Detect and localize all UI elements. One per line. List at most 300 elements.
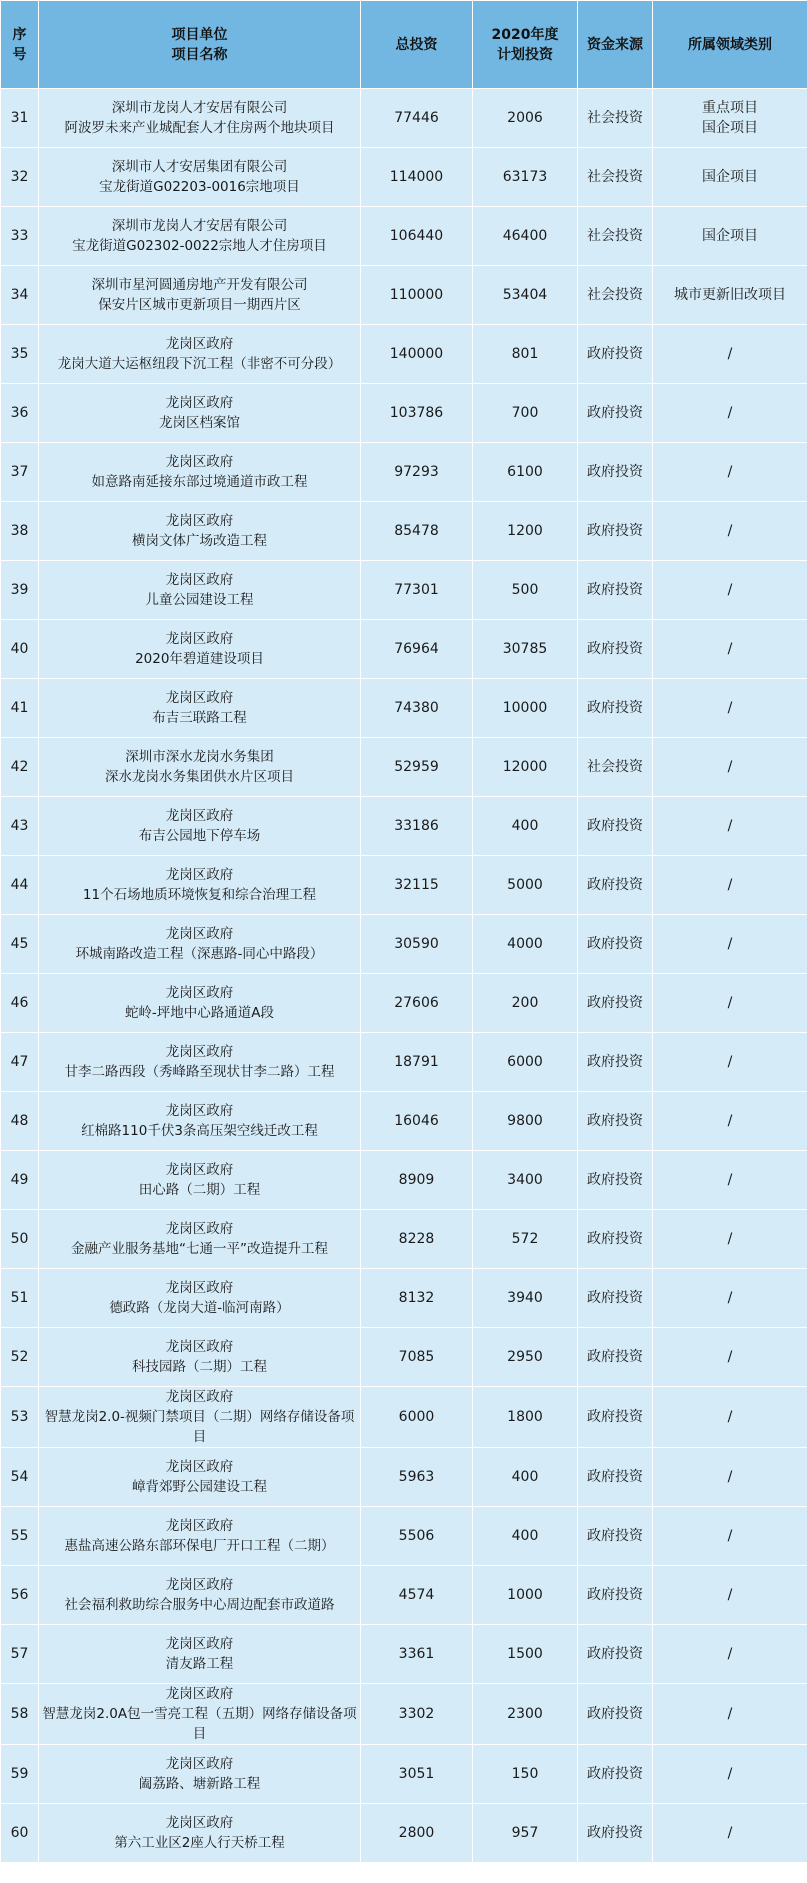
cell-project [39, 1269, 361, 1328]
cell-funding-source: 政府投资 [578, 1745, 653, 1804]
table-row [1, 738, 807, 797]
table-row [1, 1448, 807, 1507]
category-line1: / [727, 405, 733, 421]
cell-category [653, 620, 807, 679]
cell-category [653, 856, 807, 915]
cell-seq: 57 [1, 1625, 39, 1684]
cell-total-investment: 33186 [361, 797, 473, 856]
cell-project [39, 1804, 361, 1863]
cell-project [39, 1033, 361, 1092]
cell-total-investment: 77301 [361, 561, 473, 620]
project-name: 横岗文体广场改造工程 [132, 533, 267, 549]
cell-plan-investment: 6100 [473, 443, 578, 502]
table-row [1, 1092, 807, 1151]
cell-project [39, 797, 361, 856]
project-name: 金融产业服务基地“七通一平”改造提升工程 [71, 1241, 328, 1257]
category-line1: / [727, 1646, 733, 1662]
cell-funding-source: 政府投资 [578, 1033, 653, 1092]
cell-plan-investment: 1800 [473, 1387, 578, 1448]
cell-seq: 51 [1, 1269, 39, 1328]
cell-plan-investment: 957 [473, 1804, 578, 1863]
cell-seq: 46 [1, 974, 39, 1033]
cell-category [653, 148, 807, 207]
project-name: 第六工业区2座人行天桥工程 [114, 1835, 285, 1851]
project-name: 布吉三联路工程 [152, 710, 247, 726]
cell-category [653, 207, 807, 266]
cell-total-investment: 74380 [361, 679, 473, 738]
project-unit: 深圳市龙岗人才安居有限公司 [111, 100, 288, 116]
cell-total-investment: 27606 [361, 974, 473, 1033]
project-name: 宝龙街道G02203-0016宗地项目 [99, 179, 300, 195]
category-line1: / [727, 1766, 733, 1782]
cell-seq: 58 [1, 1684, 39, 1745]
cell-seq: 56 [1, 1566, 39, 1625]
cell-category [653, 738, 807, 797]
cell-category [653, 1387, 807, 1448]
project-name: 德政路（龙岗大道-临河南路） [109, 1300, 290, 1316]
cell-project [39, 1684, 361, 1745]
table-row [1, 325, 807, 384]
cell-funding-source: 政府投资 [578, 679, 653, 738]
cell-project [39, 1448, 361, 1507]
cell-total-investment: 52959 [361, 738, 473, 797]
cell-total-investment: 106440 [361, 207, 473, 266]
cell-category [653, 1804, 807, 1863]
cell-plan-investment: 9800 [473, 1092, 578, 1151]
cell-category [653, 1745, 807, 1804]
table-row [1, 1566, 807, 1625]
category-line1: / [727, 995, 733, 1011]
cell-plan-investment: 30785 [473, 620, 578, 679]
cell-project [39, 1566, 361, 1625]
cell-plan-investment: 1200 [473, 502, 578, 561]
project-unit: 龙岗区政府 [165, 336, 234, 352]
project-unit: 龙岗区政府 [165, 1815, 234, 1831]
project-name: 龙岗大道大运枢纽段下沉工程（非密不可分段） [57, 356, 342, 372]
cell-seq: 40 [1, 620, 39, 679]
cell-funding-source: 政府投资 [578, 325, 653, 384]
cell-funding-source: 政府投资 [578, 856, 653, 915]
cell-category [653, 89, 807, 148]
category-line1: / [727, 1113, 733, 1129]
cell-category [653, 1328, 807, 1387]
project-unit: 龙岗区政府 [165, 1756, 234, 1772]
project-name: 阿波罗未来产业城配套人才住房两个地块项目 [64, 120, 335, 136]
cell-category [653, 1448, 807, 1507]
project-unit: 龙岗区政府 [165, 1103, 234, 1119]
project-name: 红棉路110千伏3条高压架空线迁改工程 [81, 1123, 318, 1139]
cell-total-investment: 8909 [361, 1151, 473, 1210]
cell-seq: 34 [1, 266, 39, 325]
cell-project [39, 266, 361, 325]
cell-project [39, 561, 361, 620]
cell-category [653, 1566, 807, 1625]
cell-total-investment: 103786 [361, 384, 473, 443]
category-line1: / [727, 700, 733, 716]
category-line1: / [727, 818, 733, 834]
project-unit: 龙岗区政府 [165, 631, 234, 647]
table-row [1, 148, 807, 207]
cell-plan-investment: 63173 [473, 148, 578, 207]
cell-category [653, 1033, 807, 1092]
cell-category [653, 1092, 807, 1151]
cell-plan-investment: 12000 [473, 738, 578, 797]
project-unit: 龙岗区政府 [165, 1686, 234, 1702]
category-line1: / [727, 1290, 733, 1306]
cell-total-investment: 140000 [361, 325, 473, 384]
cell-total-investment: 3302 [361, 1684, 473, 1745]
category-line1: / [727, 464, 733, 480]
cell-seq: 47 [1, 1033, 39, 1092]
cell-category [653, 1151, 807, 1210]
cell-project [39, 207, 361, 266]
cell-seq: 60 [1, 1804, 39, 1863]
header-seq-line2: 号 [12, 46, 27, 63]
header-seq-line1: 序 [12, 26, 27, 43]
project-name: 布吉公园地下停车场 [138, 828, 261, 844]
cell-funding-source: 政府投资 [578, 1448, 653, 1507]
cell-category [653, 561, 807, 620]
project-unit: 龙岗区政府 [165, 1044, 234, 1060]
table-row [1, 502, 807, 561]
header-name-line2: 项目名称 [171, 46, 228, 63]
cell-seq: 43 [1, 797, 39, 856]
table-row [1, 89, 807, 148]
cell-total-investment: 76964 [361, 620, 473, 679]
cell-category [653, 797, 807, 856]
cell-funding-source: 社会投资 [578, 738, 653, 797]
header-plan [473, 1, 578, 89]
category-line1: / [727, 877, 733, 893]
project-unit: 龙岗区政府 [165, 808, 234, 824]
project-name: 儿童公园建设工程 [145, 592, 254, 608]
cell-funding-source: 社会投资 [578, 89, 653, 148]
category-line1: / [727, 1231, 733, 1247]
table-row [1, 1151, 807, 1210]
table-row [1, 679, 807, 738]
cell-category [653, 1684, 807, 1745]
cell-project [39, 679, 361, 738]
project-unit: 龙岗区政府 [165, 926, 234, 942]
table-row [1, 1507, 807, 1566]
cell-project [39, 502, 361, 561]
cell-funding-source: 政府投资 [578, 1387, 653, 1448]
cell-funding-source: 政府投资 [578, 1684, 653, 1745]
cell-total-investment: 3051 [361, 1745, 473, 1804]
header-plan-line2: 计划投资 [497, 46, 553, 63]
project-name: 宝龙街道G02302-0022宗地人才住房项目 [72, 238, 327, 254]
category-line1: / [727, 1469, 733, 1485]
project-unit: 深圳市深水龙岗水务集团 [125, 749, 274, 765]
cell-project [39, 1151, 361, 1210]
category-line1: / [727, 759, 733, 775]
cell-funding-source: 政府投资 [578, 915, 653, 974]
cell-plan-investment: 700 [473, 384, 578, 443]
category-line2: 国企项目 [702, 120, 758, 136]
cell-plan-investment: 46400 [473, 207, 578, 266]
cell-project [39, 915, 361, 974]
table-header [1, 1, 807, 89]
cell-total-investment: 97293 [361, 443, 473, 502]
cell-category [653, 1269, 807, 1328]
category-line1: / [727, 1054, 733, 1070]
cell-total-investment: 110000 [361, 266, 473, 325]
project-name: 如意路南延接东部过境通道市政工程 [91, 474, 308, 490]
category-line1: / [727, 1172, 733, 1188]
project-unit: 深圳市人才安居集团有限公司 [111, 159, 288, 175]
category-line1: / [727, 1409, 733, 1425]
table-row [1, 915, 807, 974]
cell-seq: 35 [1, 325, 39, 384]
cell-project [39, 325, 361, 384]
cell-funding-source: 政府投资 [578, 561, 653, 620]
table-row [1, 1387, 807, 1448]
table-row [1, 1269, 807, 1328]
cell-total-investment: 3361 [361, 1625, 473, 1684]
project-name: 阖荔路、塘新路工程 [138, 1776, 261, 1792]
header-row [1, 1, 807, 89]
cell-plan-investment: 2300 [473, 1684, 578, 1745]
header-seq [1, 1, 39, 89]
project-unit: 龙岗区政府 [165, 572, 234, 588]
cell-plan-investment: 53404 [473, 266, 578, 325]
cell-total-investment: 6000 [361, 1387, 473, 1448]
cell-total-investment: 77446 [361, 89, 473, 148]
cell-category [653, 679, 807, 738]
cell-seq: 42 [1, 738, 39, 797]
cell-plan-investment: 400 [473, 1507, 578, 1566]
table-row [1, 620, 807, 679]
table-row [1, 1745, 807, 1804]
project-unit: 龙岗区政府 [165, 1577, 234, 1593]
cell-seq: 37 [1, 443, 39, 502]
cell-category [653, 915, 807, 974]
header-total: 总投资 [361, 1, 473, 89]
project-unit: 龙岗区政府 [165, 985, 234, 1001]
table-row [1, 1033, 807, 1092]
category-line1: / [727, 1349, 733, 1365]
category-line1: / [727, 936, 733, 952]
category-line1: 重点项目 [702, 100, 758, 116]
cell-total-investment: 32115 [361, 856, 473, 915]
cell-project [39, 1387, 361, 1448]
project-name: 智慧龙岗2.0-视频门禁项目（二期）网络存储设备项目 [44, 1409, 355, 1445]
table-row [1, 797, 807, 856]
cell-seq: 50 [1, 1210, 39, 1269]
project-unit: 龙岗区政府 [165, 1339, 234, 1355]
cell-funding-source: 政府投资 [578, 1092, 653, 1151]
project-unit: 深圳市星河圆通房地产开发有限公司 [91, 277, 308, 293]
cell-project [39, 89, 361, 148]
cell-project [39, 1507, 361, 1566]
cell-plan-investment: 801 [473, 325, 578, 384]
cell-funding-source: 社会投资 [578, 266, 653, 325]
project-name: 科技园路（二期）工程 [132, 1359, 267, 1375]
cell-seq: 32 [1, 148, 39, 207]
table-row [1, 1804, 807, 1863]
project-unit: 龙岗区政府 [165, 513, 234, 529]
cell-plan-investment: 150 [473, 1745, 578, 1804]
cell-plan-investment: 3400 [473, 1151, 578, 1210]
cell-category [653, 1210, 807, 1269]
cell-project [39, 443, 361, 502]
cell-category [653, 443, 807, 502]
table-row [1, 1210, 807, 1269]
project-unit: 龙岗区政府 [165, 1518, 234, 1534]
cell-total-investment: 4574 [361, 1566, 473, 1625]
cell-plan-investment: 2950 [473, 1328, 578, 1387]
cell-funding-source: 政府投资 [578, 1566, 653, 1625]
cell-total-investment: 8132 [361, 1269, 473, 1328]
table-row [1, 1328, 807, 1387]
project-unit: 龙岗区政府 [165, 1280, 234, 1296]
cell-funding-source: 政府投资 [578, 1151, 653, 1210]
category-line1: 国企项目 [702, 228, 758, 244]
cell-funding-source: 政府投资 [578, 1210, 653, 1269]
cell-seq: 48 [1, 1092, 39, 1151]
project-name: 环城南路改造工程（深惠路-同心中路段） [75, 946, 324, 962]
cell-total-investment: 8228 [361, 1210, 473, 1269]
project-unit: 龙岗区政府 [165, 1221, 234, 1237]
project-unit: 龙岗区政府 [165, 690, 234, 706]
project-name: 深水龙岗水务集团供水片区项目 [105, 769, 294, 785]
category-line1: / [727, 1706, 733, 1722]
cell-project [39, 738, 361, 797]
cell-seq: 54 [1, 1448, 39, 1507]
project-name: 甘李二路西段（秀峰路至现状甘李二路）工程 [64, 1064, 335, 1080]
cell-category [653, 384, 807, 443]
cell-seq: 45 [1, 915, 39, 974]
cell-category [653, 266, 807, 325]
cell-funding-source: 政府投资 [578, 1507, 653, 1566]
cell-category [653, 502, 807, 561]
cell-project [39, 1092, 361, 1151]
category-line1: / [727, 1528, 733, 1544]
category-line1: / [727, 641, 733, 657]
cell-project [39, 1328, 361, 1387]
cell-funding-source: 政府投资 [578, 1625, 653, 1684]
project-unit: 龙岗区政府 [165, 1459, 234, 1475]
table-row [1, 974, 807, 1033]
cell-seq: 52 [1, 1328, 39, 1387]
cell-seq: 55 [1, 1507, 39, 1566]
cell-funding-source: 政府投资 [578, 620, 653, 679]
cell-seq: 33 [1, 207, 39, 266]
category-line1: / [727, 523, 733, 539]
project-name: 田心路（二期）工程 [138, 1182, 261, 1198]
cell-total-investment: 5506 [361, 1507, 473, 1566]
project-name: 龙岗区档案馆 [159, 415, 240, 431]
cell-plan-investment: 200 [473, 974, 578, 1033]
cell-plan-investment: 1500 [473, 1625, 578, 1684]
cell-seq: 41 [1, 679, 39, 738]
category-line1: / [727, 582, 733, 598]
project-name: 惠盐高速公路东部环保电厂开口工程（二期） [64, 1538, 335, 1554]
project-unit: 龙岗区政府 [165, 395, 234, 411]
table-row [1, 1625, 807, 1684]
cell-plan-investment: 6000 [473, 1033, 578, 1092]
project-unit: 深圳市龙岗人才安居有限公司 [111, 218, 288, 234]
cell-project [39, 1745, 361, 1804]
cell-plan-investment: 2006 [473, 89, 578, 148]
project-name: 嶂背郊野公园建设工程 [132, 1479, 267, 1495]
cell-total-investment: 30590 [361, 915, 473, 974]
cell-seq: 49 [1, 1151, 39, 1210]
header-plan-line1: 2020年度 [491, 26, 559, 43]
header-name [39, 1, 361, 89]
cell-plan-investment: 400 [473, 1448, 578, 1507]
table-row [1, 266, 807, 325]
table-row [1, 443, 807, 502]
cell-project [39, 1210, 361, 1269]
cell-category [653, 1625, 807, 1684]
cell-funding-source: 社会投资 [578, 148, 653, 207]
project-unit: 龙岗区政府 [165, 1389, 234, 1405]
category-line1: / [727, 1587, 733, 1603]
cell-plan-investment: 3940 [473, 1269, 578, 1328]
project-name: 11个石场地质环境恢复和综合治理工程 [82, 887, 317, 903]
cell-project [39, 856, 361, 915]
cell-seq: 31 [1, 89, 39, 148]
cell-project [39, 1625, 361, 1684]
cell-project [39, 384, 361, 443]
cell-total-investment: 18791 [361, 1033, 473, 1092]
table-row [1, 207, 807, 266]
table-body [1, 89, 807, 1863]
header-source: 资金来源 [578, 1, 653, 89]
cell-project [39, 620, 361, 679]
cell-category [653, 325, 807, 384]
cell-plan-investment: 400 [473, 797, 578, 856]
cell-plan-investment: 10000 [473, 679, 578, 738]
project-name: 清友路工程 [165, 1656, 234, 1672]
project-name: 智慧龙岗2.0A包一雪亮工程（五期）网络存储设备项目 [42, 1706, 357, 1742]
category-line1: 国企项目 [702, 169, 758, 185]
cell-funding-source: 政府投资 [578, 384, 653, 443]
project-name: 保安片区城市更新项目一期西片区 [98, 297, 301, 313]
cell-plan-investment: 5000 [473, 856, 578, 915]
cell-seq: 59 [1, 1745, 39, 1804]
cell-total-investment: 2800 [361, 1804, 473, 1863]
project-unit: 龙岗区政府 [165, 867, 234, 883]
cell-funding-source: 政府投资 [578, 974, 653, 1033]
cell-category [653, 1507, 807, 1566]
cell-total-investment: 7085 [361, 1328, 473, 1387]
cell-plan-investment: 500 [473, 561, 578, 620]
project-name: 2020年碧道建设项目 [135, 651, 264, 667]
cell-seq: 39 [1, 561, 39, 620]
cell-funding-source: 政府投资 [578, 797, 653, 856]
table-row [1, 1684, 807, 1745]
cell-plan-investment: 1000 [473, 1566, 578, 1625]
cell-total-investment: 5963 [361, 1448, 473, 1507]
category-line1: / [727, 1825, 733, 1841]
project-name: 社会福利救助综合服务中心周边配套市政道路 [64, 1597, 335, 1613]
table-row [1, 561, 807, 620]
cell-total-investment: 114000 [361, 148, 473, 207]
cell-project [39, 974, 361, 1033]
cell-seq: 44 [1, 856, 39, 915]
project-unit: 龙岗区政府 [165, 454, 234, 470]
category-line1: 城市更新旧改项目 [674, 287, 786, 303]
cell-total-investment: 16046 [361, 1092, 473, 1151]
cell-funding-source: 政府投资 [578, 1804, 653, 1863]
cell-seq: 38 [1, 502, 39, 561]
cell-plan-investment: 572 [473, 1210, 578, 1269]
cell-project [39, 148, 361, 207]
project-unit: 龙岗区政府 [165, 1162, 234, 1178]
header-category: 所属领域类别 [653, 1, 807, 89]
